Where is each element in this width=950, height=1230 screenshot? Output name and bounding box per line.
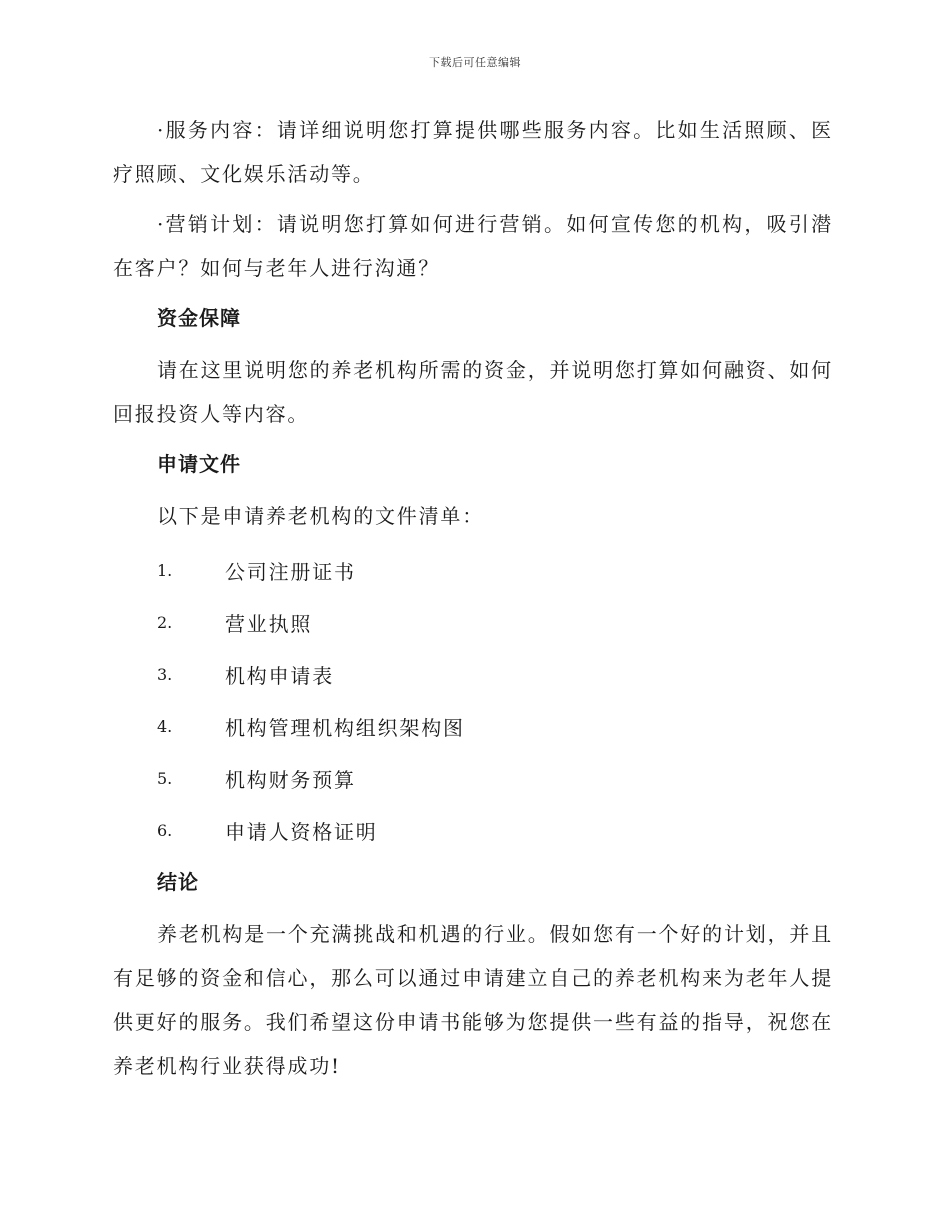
documents-intro: 以下是申请养老机构的文件清单： <box>157 504 484 528</box>
funding-paragraph: 请在这里说明您的养老机构所需的资金，并说明您打算如何融资、如何回报投资人等内容。 <box>113 358 833 426</box>
list-item <box>157 648 833 700</box>
list-item-number: 2. <box>157 612 173 632</box>
list-item-number: 5. <box>157 768 173 788</box>
list-item-text: 营业执照 <box>225 611 313 636</box>
list-item-number: 1. <box>157 560 173 580</box>
services-paragraph: ·服务内容：请详细说明您打算提供哪些服务内容。比如生活照顾、医疗照顾、文化娱乐活动等。 <box>113 118 833 186</box>
marketing-paragraph: ·营销计划：请说明您打算如何进行营销。如何宣传您的机构，吸引潜在客户？如何与老年人进行沟通？ <box>113 212 833 280</box>
list-item-number: 4. <box>157 716 173 736</box>
list-item-number: 3. <box>157 664 173 684</box>
list-item-text: 机构申请表 <box>225 663 334 688</box>
list-item <box>157 804 833 856</box>
list-item-text: 机构财务预算 <box>225 767 356 792</box>
list-item-number: 6. <box>157 820 173 840</box>
conclusion-heading: 结论 <box>157 870 199 894</box>
page-header: 下载后可任意编辑 <box>429 56 521 69</box>
list-item-text: 申请人资格证明 <box>225 819 378 844</box>
list-item <box>157 752 833 804</box>
list-item <box>157 700 833 752</box>
funding-heading: 资金保障 <box>157 306 241 330</box>
document-body <box>113 108 833 1094</box>
list-item-text: 机构管理机构组织架构图 <box>225 715 465 740</box>
list-item-text: 公司注册证书 <box>225 559 356 584</box>
documents-heading: 申请文件 <box>157 452 241 476</box>
documents-list <box>113 544 833 856</box>
list-item <box>157 596 833 648</box>
list-item <box>157 544 833 596</box>
conclusion-paragraph: 养老机构是一个充满挑战和机遇的行业。假如您有一个好的计划，并且有足够的资金和信心，那么可以通过申请建立自己的养老机构来为老年人提供更好的服务。我们希望这份申请书能够为您提供一些有益的指导，祝您在养老机构行业获得成功! <box>113 922 833 1078</box>
